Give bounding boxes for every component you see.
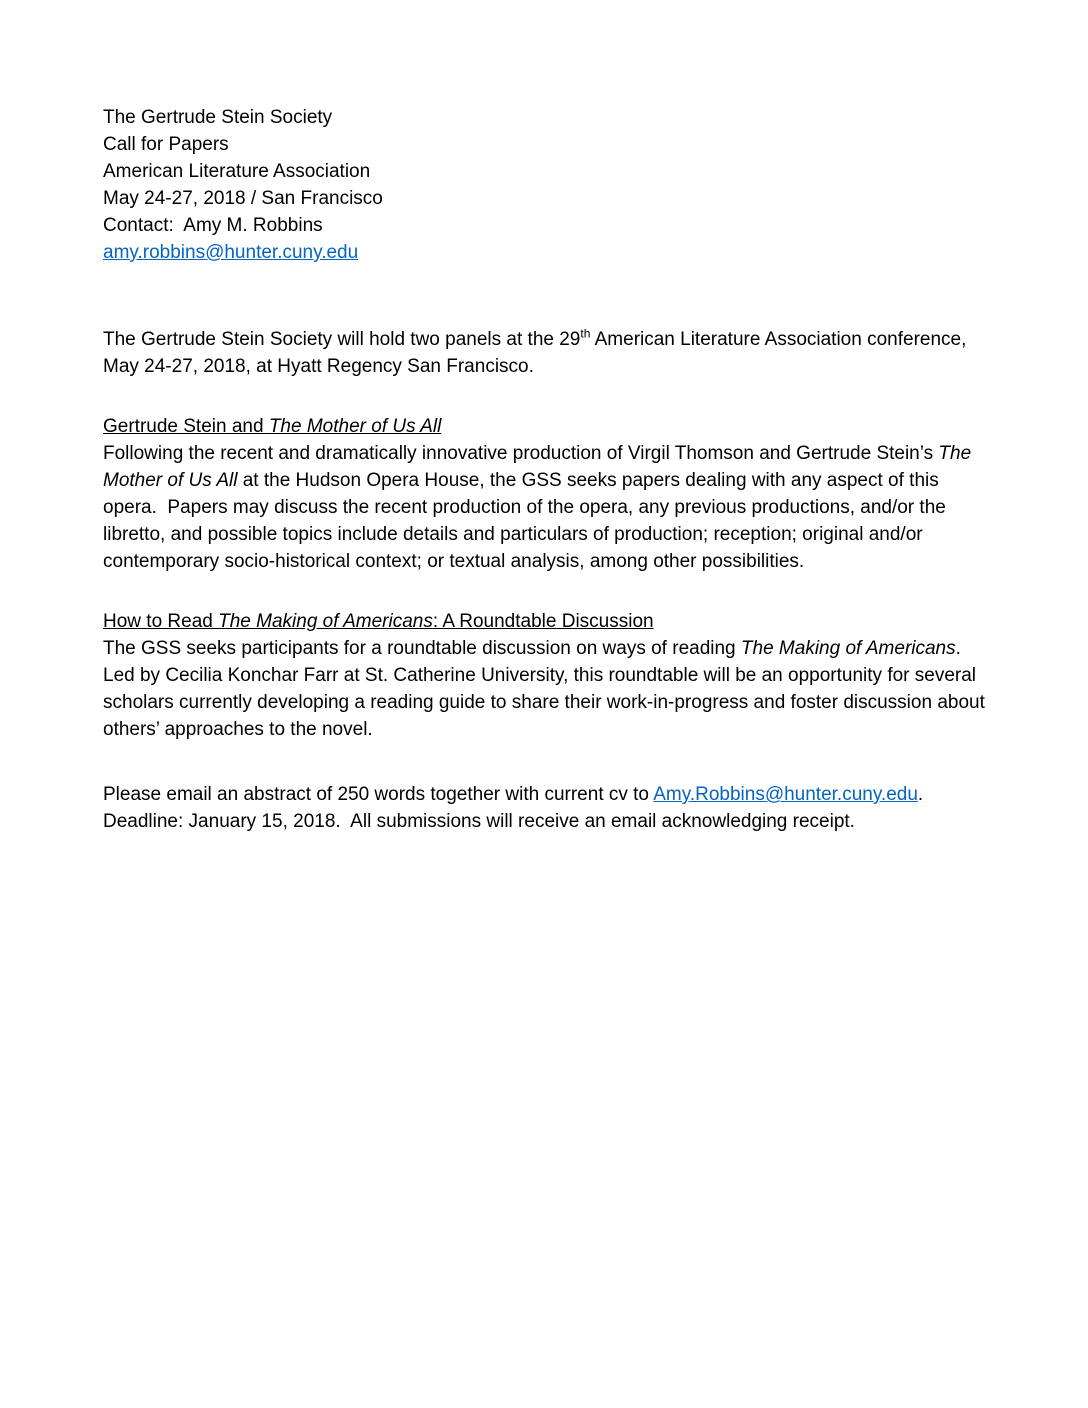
- section1-body-before-italic: Following the recent and dramatically innovative production of Virgil Thomson and Gertrude Stein’s: [103, 443, 939, 464]
- section1-heading-title-italic: The Mother of Us All: [268, 416, 442, 437]
- section2-heading-plain-2: : A Roundtable Discussion: [432, 611, 654, 632]
- section1-heading: [103, 413, 989, 440]
- ordinal-superscript: th: [580, 326, 591, 341]
- header-association-line: American Literature Association: [103, 161, 371, 182]
- closing-text-before-link: Please email an abstract of 250 words together with current cv to: [103, 784, 654, 805]
- section2-heading-title-italic: The Making of Americans: [218, 611, 433, 632]
- intro-text-after-superscript: American Literature Association conference, May 24-27, 2018, at Hyatt Regency San Francisco.: [103, 329, 972, 377]
- header-cfp-line: Call for Papers: [103, 134, 229, 155]
- header-email-line: [103, 239, 989, 266]
- contact-email-link[interactable]: amy.robbins@hunter.cuny.edu: [103, 242, 359, 263]
- section1-body-title-italic: The Mother of Us All: [103, 443, 977, 491]
- section2-heading: [103, 608, 989, 635]
- section2-body-after-italic: . Led by Cecilia Konchar Farr at St. Catherine University, this roundtable will be an opportunity for several scholars currently developing a reading guide to share their work-in-progress and foster discussion about others’ approaches to the novel.: [103, 638, 991, 740]
- section2-body: [103, 635, 989, 743]
- header-org-line: The Gertrude Stein Society: [103, 107, 333, 128]
- intro-paragraph: [103, 326, 989, 380]
- intro-text-before-superscript: The Gertrude Stein Society will hold two panels at the 29: [103, 329, 581, 350]
- header-date-location-line: May 24-27, 2018 / San Francisco: [103, 188, 383, 209]
- submission-email-link[interactable]: Amy.Robbins@hunter.cuny.edu: [653, 784, 918, 805]
- closing-paragraph: [103, 781, 989, 835]
- section2-body-title-italic: The Making of Americans: [740, 638, 956, 659]
- closing-text-after-link: . Deadline: January 15, 2018. All submissions will receive an email acknowledging receipt.: [103, 784, 929, 832]
- header-block: [103, 104, 989, 266]
- section2-heading-plain-1: How to Read: [103, 611, 219, 632]
- section1-heading-plain: Gertrude Stein and: [103, 416, 269, 437]
- section1-body-after-italic: at the Hudson Opera House, the GSS seeks papers dealing with any aspect of this opera. Papers may discuss the recent production of the opera, any previous productions, and/or the libretto, and possible topics include details and particulars of production; reception; original and/or contemporary socio-historical context; or textual analysis, among other possibilities.: [103, 470, 952, 572]
- section1-body: [103, 440, 989, 575]
- section2-body-before-italic: The GSS seeks participants for a roundtable discussion on ways of reading: [103, 638, 741, 659]
- header-contact-line: Contact: Amy M. Robbins: [103, 215, 323, 236]
- document-content: [103, 104, 989, 835]
